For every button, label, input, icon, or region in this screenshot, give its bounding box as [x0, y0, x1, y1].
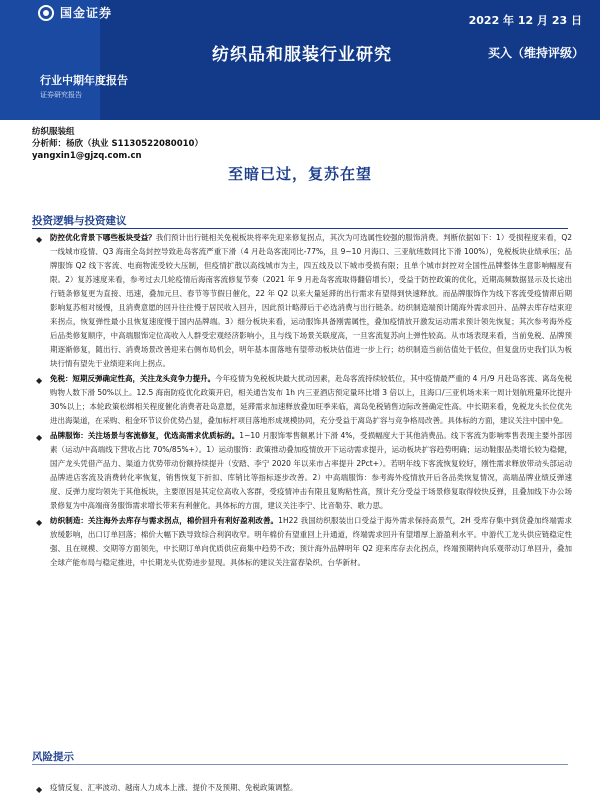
- bullet-icon: ◆: [36, 235, 43, 244]
- company-logo: [38, 4, 112, 21]
- bullet-lead: 品牌服饰：关注场景与客流修复，优选高需求优质标的。: [50, 431, 240, 440]
- bullet-item: [32, 429, 572, 513]
- report-date: 2022 年 12 月 23 日: [468, 14, 582, 27]
- analyst-line: 分析师：杨欣（执业 S1130522080010）: [32, 139, 203, 149]
- risk-item: [32, 781, 572, 795]
- bullet-icon: ◆: [36, 785, 43, 794]
- report-subtitle: 证券研究报告: [40, 91, 82, 99]
- risk-text: 疫情反复、汇率波动、越南人力成本上涨、提价不及预期、免税政策调整。: [50, 783, 298, 792]
- bullet-item: [32, 372, 572, 428]
- author-block: [32, 126, 203, 162]
- main-title: 至暗已过，复苏在望: [227, 165, 372, 183]
- logo-icon: [38, 5, 54, 21]
- bullet-list: [32, 231, 572, 571]
- bullet-icon: ◆: [36, 376, 43, 385]
- bullet-text: 我们预计出行链相关免税板块将率先迎来修复拐点，其次为可选属性较强的服饰消费。判断依据如下：1）受损程度来看，Q2 一线城市疫情、Q3 海南全岛封控导致赴岛客流严重下滑（4 月赴岛客流同比-77%，且 9~10 月海口、三亚航班数同比下滑 100%），免税板块业绩承压；品牌服饰 Q2 线下客流、电商物流受较大压制，但疫情扩散以高线城市为主，四五线及以下城市受损有限；且单个城市封控对全国性品牌整体生意影响幅度有限。2）复苏速度来看，参考过去几轮疫情后海南客流修复节奏（2021 年 9 月赴岛客流取得翻倍增长），受益于防控政策的优化，近期高频数据显示及长途出行链条修复更为直接、迅速，叠加元旦、春节等节假日催化，22 年 Q2 以来大量延滞的出行需求有望得到快速释放。而品牌服饰作为线下客流受疫情滞后期影响复苏相对缓慢，且消费意愿的回升往往慢于居民收入回升，因此预计略滞后于必选消费与出行链条。纺织制造端预计随海外需求回升、品牌去库存结束迎来拐点，恢复弹性最小且恢复速度慢于国内品牌端。3）细分板块来看，运动服饰具备刚需属性，叠加疫情放开激发运动需求预计领先恢复；其次参考海外疫后品类修复顺序，中高端服饰定位高收入人群受宏观经济影响小，且与线下场景关联度高，一旦客流复苏向上弹性较高。从市场表现来看，当前免税、品牌预期逐渐修复，随出行、消费场景改善迎来右侧布局机会，明年基本面落地有望带动板块估值进一步上行；纺织制造当前估值处于低位，但复盘历史我们认为板块行情有望先于业绩迎来向上拐点。: [50, 233, 573, 368]
- research-group: 纺织服装组: [32, 127, 75, 137]
- bullet-icon: ◆: [36, 518, 43, 527]
- bullet-lead: 防控优化背景下哪些板块受益？: [50, 233, 156, 242]
- section-divider: [32, 764, 568, 765]
- risk-list: [32, 781, 572, 796]
- section-heading-risk: 风险提示: [32, 751, 74, 763]
- analyst-email[interactable]: yangxin1@gjzq.com.cn: [32, 151, 142, 161]
- bullet-item: [32, 514, 572, 570]
- header-banner: [0, 0, 600, 120]
- bullet-lead: 纺织制造：关注海外去库存与需求拐点，棉价回升有利好盈利改善。: [50, 516, 279, 525]
- bullet-text: 1~10 月服饰零售额累计下滑 4%，受损幅度大于其他消费品。线下客流为影响零售表现主要外部因素（运动/中高端线下营收占比 70%/85%+）。1）运动服饰：政策推动叠加疫情放开下运动需求提升，运动板块扩容趋势明确；运动鞋服品类增长较为稳健，国产龙头凭借产品力、渠道力优势带动份额持续提升（安踏、李宁 2020 年以来市占率提升 2Pct+）。若明年线下客流恢复较好，刚性需求释放带动头部运动品牌进店客流及消费转化率恢复，销售恢复下折扣、库销比等指标逐步改善。2）中高端服饰：参考海外疫情放开后各品类恢复情况，高端品牌业绩反弹速度、反弹力度均领先于其他板块，主要原因是其定位高收入客群，受疫情冲击有限且复购粘性高，预计充分受益于场景修复取得较快反弹，且叠加线下办公场景修复为中高端商务服饰需求增长带来有利催化。具体标的方面，建议关注李宁、比音勒芬、歌力思。: [50, 431, 573, 510]
- bullet-icon: ◆: [36, 433, 43, 442]
- report-title: 纺织品和服装行业研究: [212, 45, 392, 65]
- bullet-item: [32, 231, 572, 371]
- bullet-text: 今年疫情为免税板块最大扰动因素，赴岛客流持续较低位，其中疫情最严重的 4 月/9 月赴岛客流、离岛免税购物人数下滑 50%以上。12.5 海南防疫优化政策开启，相关通告发布 1h 内三亚酒店预定量环比增 3 倍以上，且海口/三亚机场未来一周计划航班量环比提升 30%以上；本轮政策松绑相关程度催化消费者赴岛意愿，延滞需求加速释放叠加旺季来临，离岛免税销售边际改善确定性高。中长期来看，免税龙头长位优先进出海渠道，在采购、租金环节议价优势凸显，叠加标杆项目落地形成规模协同，充分受益于离岛扩容与竞争格局改善。具体标的方面，建议关注中国中免。: [50, 374, 572, 425]
- bullet-text: 1H22 我国纺织服装出口受益于海外需求保持高景气，2H 受库存集中到货叠加终端需求放缓影响，出口订单回落；棉价大幅下跌导致综合利润收窄。明年棉价有望重回上升通道，终端需求回升有望增厚上游盈利水平。中游代工龙头供应链稳定性强、且在规模、交期等方面领先，中长期订单向优质供应商集中趋势不改；预计海外品牌明年 Q2 迎来库存去化拐点，终端预期转向乐观带动订单回升，叠加全球产能布局与稳定推进，中长期龙头优势进步显现。具体标的建议关注富春染织、台华新材。: [50, 516, 572, 567]
- section-heading-logic: 投资逻辑与投资建议: [32, 215, 127, 227]
- section-divider: [32, 228, 568, 229]
- logo-text: 国金证券: [60, 6, 113, 20]
- rating-badge: 买入（维持评级）: [488, 46, 585, 60]
- report-type: 行业中期年度报告: [40, 74, 128, 87]
- bullet-lead: 免税：短期反弹确定性高，关注龙头竞争力提升。: [50, 374, 216, 383]
